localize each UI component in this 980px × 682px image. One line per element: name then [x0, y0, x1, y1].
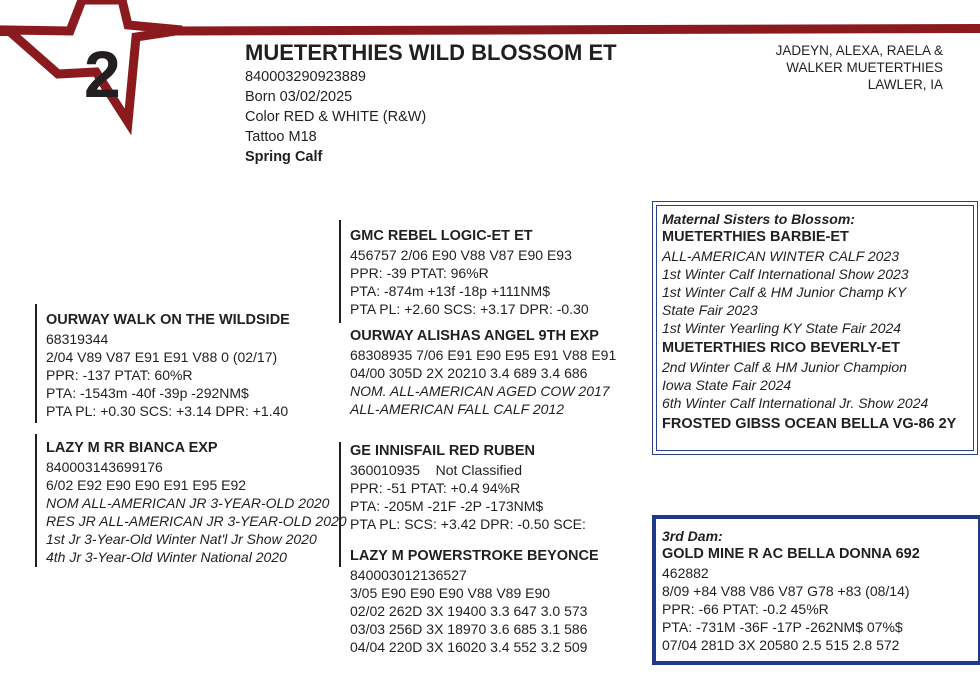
sire-bracket-line [35, 304, 37, 423]
dams-dam-line: 04/04 220D 3X 16020 3.4 552 3.2 509 [350, 639, 588, 655]
third-dam-line: PTA: -731M -36F -17P -262NM$ 07%$ [662, 619, 903, 635]
third-dam-line: 462882 [662, 565, 709, 581]
sires-sire-line: PPR: -39 PTAT: 96%R [350, 265, 489, 281]
dams-dam-line: 02/02 262D 3X 19400 3.3 647 3.0 573 [350, 603, 588, 619]
dams-sire-line: 360010935 Not Classified [350, 462, 522, 478]
dams-dam-block [350, 547, 599, 656]
third-dam-line: 8/09 +84 V88 V86 V87 G78 +83 (08/14) [662, 583, 910, 599]
owner-info [776, 42, 943, 93]
color: Color RED & WHITE (R&W) [245, 109, 427, 125]
birth-date: Born 03/02/2025 [245, 89, 353, 105]
sister-name: MUETERTHIES RICO BEVERLY-ET [662, 340, 900, 356]
dams-sire-line: PTA PL: SCS: +3.42 DPR: -0.50 SCE: [350, 516, 586, 532]
maternal-sisters-box [652, 201, 978, 455]
owner-line: LAWLER, IA [867, 77, 943, 92]
sister-honor: 1st Winter Yearling KY State Fair 2024 [662, 320, 902, 336]
third-dam-line: 07/04 281D 3X 20580 2.5 515 2.8 572 [662, 637, 900, 653]
sister-honor: Iowa State Fair 2024 [662, 377, 792, 393]
dam-honor: 1st Jr 3-Year-Old Winter Nat'l Jr Show 2020 [46, 531, 317, 547]
class: Spring Calf [245, 149, 323, 165]
sires-dam-block [350, 327, 616, 418]
maternal-sisters-content [662, 210, 956, 434]
dams-sire-name: GE INNISFAIL RED RUBEN [350, 443, 536, 459]
sister-honor: State Fair 2023 [662, 302, 758, 318]
tattoo: Tattoo M18 [245, 129, 317, 145]
sires-sire-line: PTA: -874m +13f -18p +111NM$ [350, 283, 550, 299]
sire-line: PTA: -1543m -40f -39p -292NM$ [46, 385, 249, 401]
dams-sire-line: PTA: -205M -21F -2P -173NM$ [350, 498, 544, 514]
sires-dam-honor: ALL-AMERICAN FALL CALF 2012 [350, 401, 564, 417]
third-dam-content [662, 527, 920, 654]
third-dam-name: GOLD MINE R AC BELLA DONNA 692 [662, 546, 920, 562]
third-dam-box [652, 515, 980, 665]
sires-dam-honor: NOM. ALL-AMERICAN AGED COW 2017 [350, 383, 610, 399]
sires-sire-line: 456757 2/06 E90 V88 V87 E90 E93 [350, 247, 572, 263]
dam-honor: NOM ALL-AMERICAN JR 3-YEAR-OLD 2020 [46, 495, 330, 511]
dams-dam-line: 03/03 256D 3X 18970 3.6 685 3.1 586 [350, 621, 588, 637]
third-dam-heading: 3rd Dam: [662, 528, 723, 544]
dam-honor: 4th Jr 3-Year-Old Winter National 2020 [46, 549, 287, 565]
dams-sire-line: PPR: -51 PTAT: +0.4 94%R [350, 480, 521, 496]
sister-name: MUETERTHIES BARBIE-ET [662, 229, 849, 245]
dam-line: 6/02 E92 E90 E90 E91 E95 E92 [46, 477, 247, 493]
lot-number: 2 [84, 37, 121, 111]
sires-sire-block [350, 227, 589, 318]
dams-dam-name: LAZY M POWERSTROKE BEYONCE [350, 548, 599, 564]
dams-dam-line: 3/05 E90 E90 E90 V88 V89 E90 [350, 585, 551, 601]
maternal-sisters-heading: Maternal Sisters to Blossom: [662, 211, 855, 227]
sire-line: 2/04 V89 V87 E91 E91 V88 0 (02/17) [46, 349, 278, 365]
sires-dam-name: OURWAY ALISHAS ANGEL 9TH EXP [350, 328, 599, 344]
registration-number: 840003290923889 [245, 69, 366, 85]
dam-honor: RES JR ALL-AMERICAN JR 3-YEAR-OLD 2020 [46, 513, 347, 529]
dam-block [46, 439, 347, 566]
sister-name: FROSTED GIBSS OCEAN BELLA VG-86 2Y [662, 416, 957, 432]
sire-line: PPR: -137 PTAT: 60%R [46, 367, 193, 383]
sires-dam-line: 68308935 7/06 E91 E90 E95 E91 V88 E91 [350, 347, 617, 363]
dam-line: 840003143699176 [46, 459, 163, 475]
dam-name: LAZY M RR BIANCA EXP [46, 440, 218, 456]
owner-line: WALKER MUETERTHIES [786, 60, 943, 75]
sires-sire-line: PTA PL: +2.60 SCS: +3.17 DPR: -0.30 [350, 301, 589, 317]
third-dam-line: PPR: -66 PTAT: -0.2 45%R [662, 601, 829, 617]
animal-name: MUETERTHIES WILD BLOSSOM ET [245, 40, 617, 65]
sires-dam-line: 04/00 305D 2X 20210 3.4 689 3.4 686 [350, 365, 588, 381]
sister-honor: ALL-AMERICAN WINTER CALF 2023 [662, 248, 900, 264]
animal-info [245, 67, 426, 167]
sire-line: PTA PL: +0.30 SCS: +3.14 DPR: +1.40 [46, 403, 289, 419]
sires-sire-bracket-line [339, 220, 341, 323]
owner-line: JADEYN, ALEXA, RAELA & [775, 43, 943, 58]
sister-honor: 1st Winter Calf International Show 2023 [662, 266, 909, 282]
sire-name: OURWAY WALK ON THE WILDSIDE [46, 312, 290, 328]
sister-honor: 1st Winter Calf & HM Junior Champ KY [662, 284, 907, 300]
sister-honor: 6th Winter Calf International Jr. Show 2024 [662, 395, 929, 411]
sire-block [46, 311, 290, 420]
dams-sire-block [350, 442, 586, 533]
sister-honor: 2nd Winter Calf & HM Junior Champion [662, 359, 907, 375]
dams-dam-line: 840003012136527 [350, 567, 467, 583]
sire-line: 68319344 [46, 331, 109, 347]
dam-bracket-line [35, 434, 37, 567]
sires-sire-name: GMC REBEL LOGIC-ET ET [350, 228, 533, 244]
